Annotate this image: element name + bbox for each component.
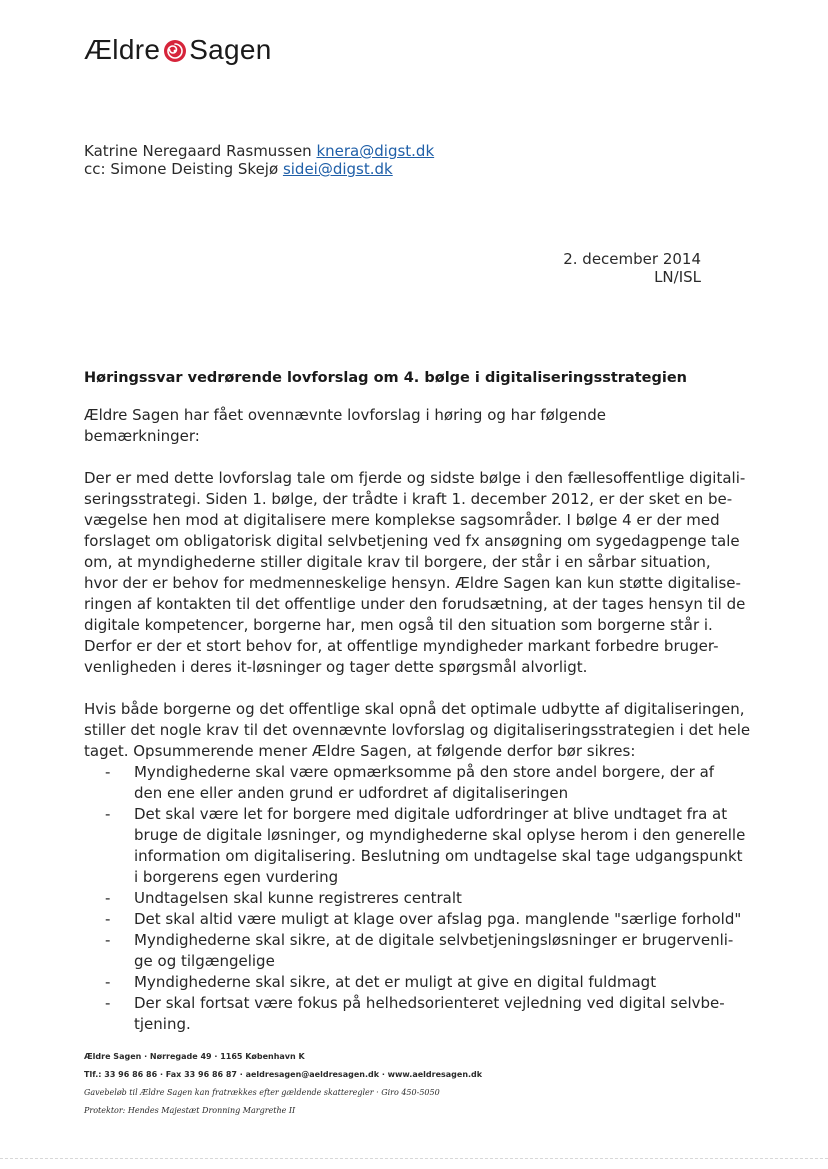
date-block: [563, 250, 701, 286]
text-line: forslaget om obligatorisk digital selvbetjening ved fx ansøgning om sygedagpenge tale: [84, 532, 740, 550]
footer-patron: Protektor: Hendes Majestæt Dronning Margrethe II: [84, 1106, 296, 1115]
text-line: den ene eller anden grund er udfordret af digitaliseringen: [134, 784, 569, 802]
bullet-dash: -: [105, 994, 111, 1012]
spiral-logo-icon: [163, 39, 187, 63]
letter-footer: [84, 1048, 482, 1120]
logo-text-left: Ældre: [84, 34, 161, 65]
cc-line: [84, 160, 434, 178]
text-line: Myndighederne skal sikre, at det er muligt at give en digital fuldmagt: [134, 973, 657, 991]
list-item: [84, 909, 742, 930]
list-item: [84, 930, 734, 972]
paragraph-1: [84, 468, 746, 678]
letter-date: 2. december 2014: [563, 250, 701, 268]
text-line: vægelse hen mod at digitalisere mere komplekse sagsområder. I bølge 4 er der med: [84, 511, 720, 529]
text-line: Derfor er der et stort behov for, at offentlige myndigheder markant forbedre bruger-: [84, 637, 719, 655]
list-item: [84, 888, 704, 909]
text-line: ge og tilgængelige: [134, 952, 275, 970]
text-line: digitale kompetencer, borgerne har, men også til den situation som borgerne står i.: [84, 616, 713, 634]
recipient-line: [84, 142, 434, 160]
text-line: Der skal fortsat være fokus på helhedsorienteret vejledning ved digital selvbe-: [134, 994, 725, 1012]
text-line: seringsstrategi. Siden 1. bølge, der trådte i kraft 1. december 2012, er der sket en be-: [84, 490, 733, 508]
text-line: Det skal være let for borgere med digitale udfordringer at blive undtaget fra at: [134, 805, 728, 823]
text-line: Myndighederne skal sikre, at de digitale selvbetjeningsløsninger er brugervenli-: [134, 931, 734, 949]
text-line: Undtagelsen skal kunne registreres centralt: [134, 889, 462, 907]
text-line: bruge de digitale løsninger, og myndighederne skal oplyse herom i den generelle: [134, 826, 746, 844]
text-line: Hvis både borgerne og det offentlige skal opnå det optimale udbytte af digitaliseringen,: [84, 700, 745, 718]
footer-gift-note: Gavebeløb til Ældre Sagen kan fratrækkes efter gældende skatteregler · Giro 450-5050: [84, 1088, 440, 1097]
bullet-dash: -: [105, 931, 111, 949]
paragraph-2: [84, 699, 751, 762]
letter-reference: LN/ISL: [654, 268, 701, 286]
intro-paragraph: Ældre Sagen har fået ovennævnte lovforslag i høring og har følgende bemærkninger:: [84, 406, 606, 445]
recipient-name: Katrine Neregaard Rasmussen: [84, 142, 312, 160]
text-line: venligheden i deres it-løsninger og tager dette spørgsmål alvorligt.: [84, 658, 588, 676]
text-line: hvor der er behov for medmenneskelige hensyn. Ældre Sagen kan kun støtte digitalise-: [84, 574, 741, 592]
text-line: stiller det nogle krav til det ovennævnte lovforslag og digitaliseringsstrategien i det hele: [84, 721, 751, 739]
bullet-dash: -: [105, 889, 111, 907]
recommendation-list: [84, 762, 746, 1035]
cc-email-link[interactable]: sidei@digst.dk: [282, 160, 393, 178]
text-line: om, at myndighederne stiller digitale krav til borgere, der står i en sårbar situation,: [84, 553, 711, 571]
bullet-dash: -: [105, 973, 111, 991]
text-line: Det skal altid være muligt at klage over afslag pga. manglende "særlige forhold": [134, 910, 742, 928]
logo-text-right: Sagen: [189, 34, 272, 65]
text-line: ringen af kontakten til det offentlige under den forudsætning, at der tages hensyn til de: [84, 595, 746, 613]
text-line: information om digitalisering. Beslutning om undtagelse skal tage udgangspunkt: [134, 847, 743, 865]
cc-name: cc: Simone Deisting Skejø: [84, 160, 279, 178]
bullet-dash: -: [105, 910, 111, 928]
text-line: taget. Opsummerende mener Ældre Sagen, at følgende derfor bør sikres:: [84, 742, 636, 760]
text-line: Myndighederne skal være opmærksomme på den store andel borgere, der af: [134, 763, 715, 781]
bullet-dash: -: [105, 763, 111, 781]
page-bottom-divider: [0, 1158, 828, 1160]
bullet-dash: -: [105, 805, 111, 823]
logo: [84, 30, 272, 70]
text-line: Der er med dette lovforslag tale om fjerde og sidste bølge i den fællesoffentlige digitali-: [84, 469, 746, 487]
recipients: [84, 142, 434, 178]
letter-subject: Høringssvar vedrørende lovforslag om 4. bølge i digitaliseringsstrategien: [84, 370, 687, 386]
footer-address: Ældre Sagen · Nørregade 49 · 1165 København K: [84, 1052, 305, 1061]
letter-body: [84, 405, 751, 1035]
footer-contact: Tlf.: 33 96 86 86 · Fax 33 96 86 87 · aeldresagen@aeldresagen.dk · www.aeldresagen.dk: [84, 1070, 483, 1079]
list-item: [84, 762, 715, 804]
text-line: i borgerens egen vurdering: [134, 868, 339, 886]
list-item: [84, 804, 746, 888]
list-item: [84, 993, 725, 1035]
text-line: tjening.: [134, 1015, 191, 1033]
recipient-email-link[interactable]: knera@digst.dk: [316, 142, 435, 160]
list-item: [84, 972, 704, 993]
